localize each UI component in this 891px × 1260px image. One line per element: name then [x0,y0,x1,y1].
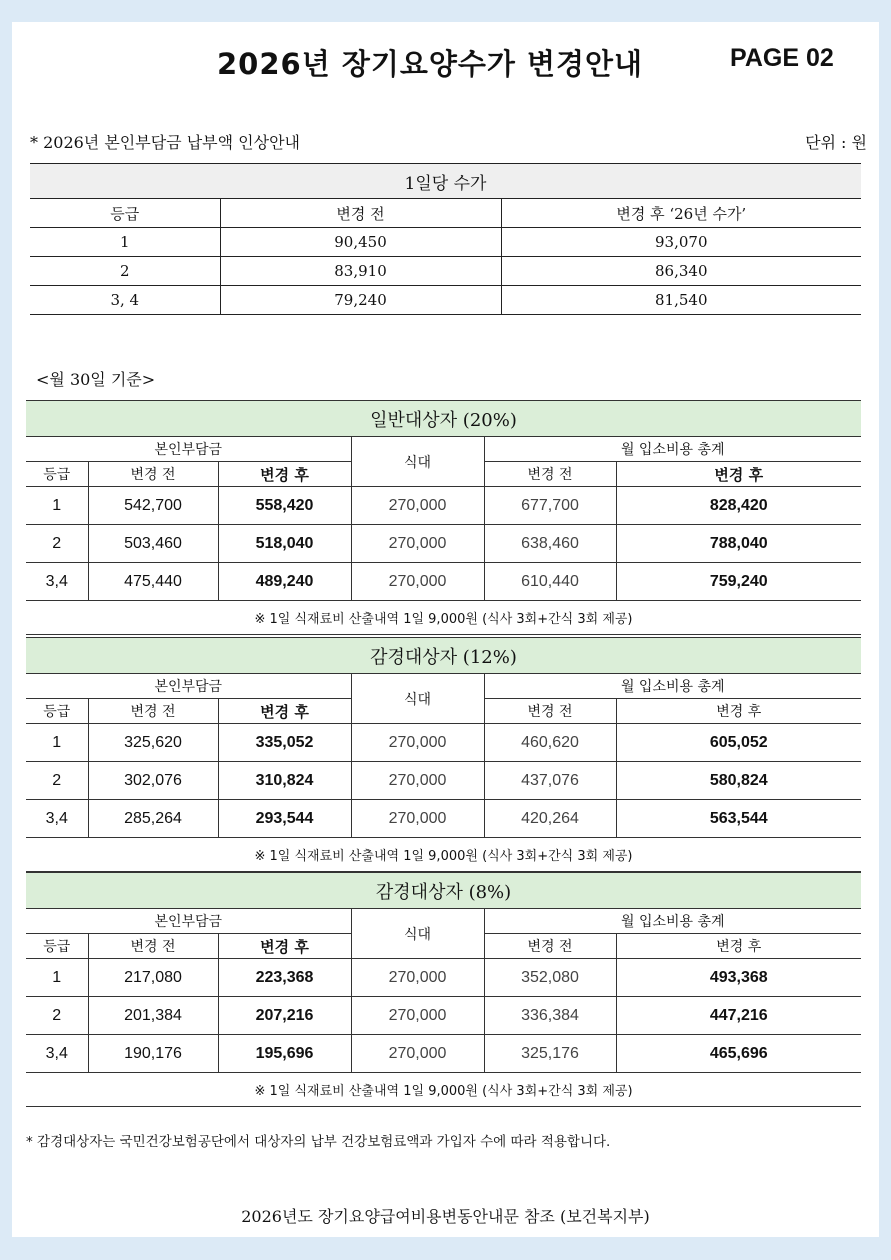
cell-after: 195,696 [218,1035,351,1073]
cell-grade: 3,4 [26,563,88,601]
page-title: 2026년 장기요양수가 변경안내 [217,47,644,81]
table-row [26,1035,861,1073]
cell-total-before: 610,440 [484,563,616,601]
cell-before: 90,450 [220,228,501,257]
cell-after: 310,824 [218,762,351,800]
header-total-after: 변경 후 [616,699,861,724]
daily-fee-table [30,163,861,315]
table-row [26,487,861,525]
cell-total-after: 788,040 [616,525,861,563]
header-self-pay: 본인부담금 [26,437,351,462]
cell-after: 335,052 [218,724,351,762]
header-before: 변경 전 [88,462,218,487]
header-after: 변경 후 ‘26년 수가’ [501,199,861,228]
cell-meal: 270,000 [351,1035,484,1073]
header-grade: 등급 [26,699,88,724]
cell-after: 207,216 [218,997,351,1035]
basis-label: <월 30일 기준> [36,370,156,389]
daily-fee-caption: 1일당 수가 [30,164,861,199]
group-title: 감경대상자 (8%) [26,873,861,909]
cell-grade: 2 [30,257,220,286]
meal-cost-note: ※ 1일 식재료비 산출내역 1일 9,000원 (식사 3회+간식 3회 제공) [26,601,861,635]
cell-grade: 1 [26,959,88,997]
cell-before: 503,460 [88,525,218,563]
cell-grade: 1 [26,487,88,525]
table-row [26,800,861,838]
source-citation: 2026년도 장기요양급여비용변동안내문 참조 (보건복지부) [241,1207,650,1226]
header-meal: 식대 [351,674,484,724]
cell-grade: 2 [26,525,88,563]
general-group-table [26,400,861,635]
header-meal: 식대 [351,437,484,487]
cell-total-before: 325,176 [484,1035,616,1073]
cell-after: 518,040 [218,525,351,563]
cell-before: 285,264 [88,800,218,838]
notice-heading: * 2026년 본인부담금 납부액 인상안내 [30,133,300,152]
header-after: 변경 후 [218,934,351,959]
cell-before: 217,080 [88,959,218,997]
page-number: PAGE 02 [730,44,834,72]
cell-before: 79,240 [220,286,501,315]
reduced-8-group-table [26,872,861,1107]
cell-before: 302,076 [88,762,218,800]
reduction-footnote: * 감경대상자는 국민건강보험공단에서 대상자의 납부 건강보험료액과 가입자 수에 따라 적용합니다. [26,1134,611,1150]
cell-total-before: 677,700 [484,487,616,525]
header-self-pay: 본인부담금 [26,674,351,699]
cell-total-after: 580,824 [616,762,861,800]
meal-cost-note: ※ 1일 식재료비 산출내역 1일 9,000원 (식사 3회+간식 3회 제공) [26,838,861,872]
cell-grade: 3,4 [26,800,88,838]
table-row [30,286,861,315]
cell-total-after: 563,544 [616,800,861,838]
header-grade: 등급 [30,199,220,228]
cell-total-before: 352,080 [484,959,616,997]
cell-grade: 1 [30,228,220,257]
group-title: 감경대상자 (12%) [26,638,861,674]
table-row [26,724,861,762]
cell-total-after: 605,052 [616,724,861,762]
cell-total-before: 420,264 [484,800,616,838]
cell-meal: 270,000 [351,800,484,838]
header-total-before: 변경 전 [484,462,616,487]
cell-before: 190,176 [88,1035,218,1073]
header-before: 변경 전 [88,699,218,724]
cell-grade: 2 [26,997,88,1035]
header-monthly-total: 월 입소비용 총계 [484,909,861,934]
cell-after: 293,544 [218,800,351,838]
document-page [12,22,879,1237]
table-row [26,997,861,1035]
table-row [26,525,861,563]
header-before: 변경 전 [220,199,501,228]
cell-total-before: 336,384 [484,997,616,1035]
cell-total-after: 759,240 [616,563,861,601]
header-before: 변경 전 [88,934,218,959]
cell-total-before: 460,620 [484,724,616,762]
table-row [26,563,861,601]
cell-meal: 270,000 [351,997,484,1035]
header-total-before: 변경 전 [484,934,616,959]
cell-meal: 270,000 [351,762,484,800]
header-total-after: 변경 후 [616,934,861,959]
table-row [30,257,861,286]
cell-before: 83,910 [220,257,501,286]
cell-meal: 270,000 [351,724,484,762]
header-grade: 등급 [26,462,88,487]
unit-label: 단위 : 원 [805,133,867,152]
header-meal: 식대 [351,909,484,959]
cell-after: 223,368 [218,959,351,997]
cell-total-before: 437,076 [484,762,616,800]
cell-after: 93,070 [501,228,861,257]
header-monthly-total: 월 입소비용 총계 [484,674,861,699]
cell-grade: 3,4 [26,1035,88,1073]
cell-total-after: 447,216 [616,997,861,1035]
cell-grade: 3, 4 [30,286,220,315]
cell-after: 81,540 [501,286,861,315]
cell-total-before: 638,460 [484,525,616,563]
cell-meal: 270,000 [351,525,484,563]
header-after: 변경 후 [218,699,351,724]
cell-after: 86,340 [501,257,861,286]
header-grade: 등급 [26,934,88,959]
cell-grade: 1 [26,724,88,762]
header-after: 변경 후 [218,462,351,487]
meal-cost-note: ※ 1일 식재료비 산출내역 1일 9,000원 (식사 3회+간식 3회 제공) [26,1073,861,1107]
table-row [26,762,861,800]
table-row [30,228,861,257]
cell-total-after: 493,368 [616,959,861,997]
reduced-12-group-table [26,637,861,872]
cell-after: 558,420 [218,487,351,525]
cell-meal: 270,000 [351,959,484,997]
cell-meal: 270,000 [351,487,484,525]
header-total-before: 변경 전 [484,699,616,724]
cell-before: 201,384 [88,997,218,1035]
cell-after: 489,240 [218,563,351,601]
cell-before: 542,700 [88,487,218,525]
cell-grade: 2 [26,762,88,800]
header-monthly-total: 월 입소비용 총계 [484,437,861,462]
table-row [26,959,861,997]
cell-total-after: 828,420 [616,487,861,525]
header-self-pay: 본인부담금 [26,909,351,934]
cell-meal: 270,000 [351,563,484,601]
cell-before: 475,440 [88,563,218,601]
header-total-after: 변경 후 [616,462,861,487]
cell-total-after: 465,696 [616,1035,861,1073]
cell-before: 325,620 [88,724,218,762]
group-title: 일반대상자 (20%) [26,401,861,437]
